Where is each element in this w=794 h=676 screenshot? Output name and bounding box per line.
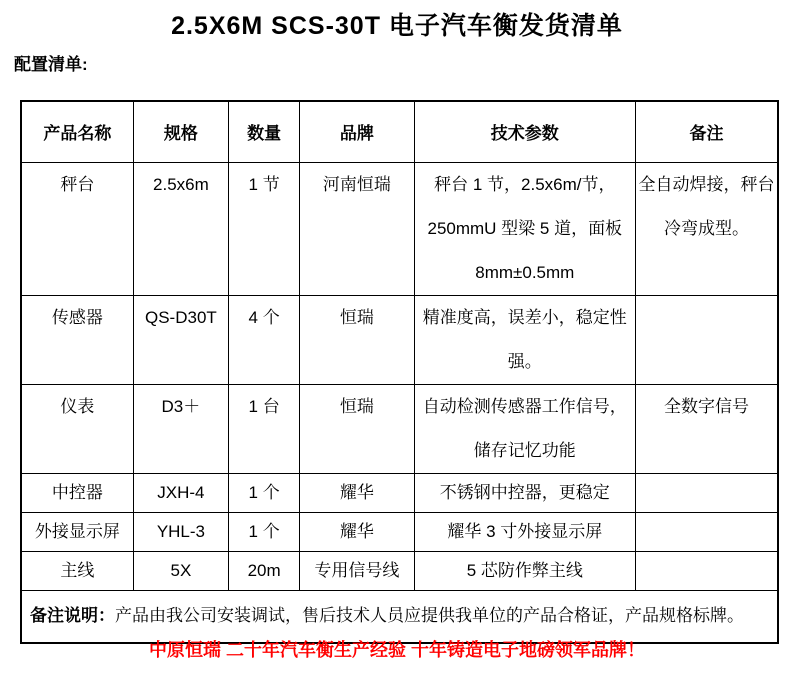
cell-remark xyxy=(636,512,778,551)
row-control-box xyxy=(21,473,778,512)
cell-params: 自动检测传感器工作信号，储存记忆功能 xyxy=(414,384,636,473)
cell-brand: 恒瑞 xyxy=(300,384,414,473)
row-external-display xyxy=(21,512,778,551)
cell-params: 精准度高，误差小，稳定性强。 xyxy=(414,295,636,384)
row-scale-platform xyxy=(21,162,778,295)
cell-name: 传感器 xyxy=(21,295,133,384)
cell-qty: 1 个 xyxy=(229,512,300,551)
cell-qty: 1 节 xyxy=(229,162,300,295)
table-header-row xyxy=(21,101,778,162)
cell-name: 仪表 xyxy=(21,384,133,473)
cell-remark: 全数字信号 xyxy=(636,384,778,473)
cell-remark: 全自动焊接，秤台冷弯成型。 xyxy=(636,162,778,295)
cell-spec: QS-D30T xyxy=(133,295,228,384)
row-indicator xyxy=(21,384,778,473)
cell-brand: 恒瑞 xyxy=(300,295,414,384)
cell-remark xyxy=(636,295,778,384)
footnote-label: 备注说明： xyxy=(30,606,115,626)
cell-params: 5 芯防作弊主线 xyxy=(414,551,636,590)
cell-qty: 20m xyxy=(229,551,300,590)
cell-brand: 耀华 xyxy=(300,473,414,512)
cell-remark xyxy=(636,551,778,590)
header-brand: 品牌 xyxy=(300,101,414,162)
row-main-cable xyxy=(21,551,778,590)
cell-brand: 专用信号线 xyxy=(300,551,414,590)
cell-name: 中控器 xyxy=(21,473,133,512)
cell-qty: 4 个 xyxy=(229,295,300,384)
cell-remark xyxy=(636,473,778,512)
cell-name: 主线 xyxy=(21,551,133,590)
header-spec: 规格 xyxy=(133,101,228,162)
cell-brand: 河南恒瑞 xyxy=(300,162,414,295)
cell-qty: 1 个 xyxy=(229,473,300,512)
cell-spec: 5X xyxy=(133,551,228,590)
footnote-text: 产品由我公司安装调试，售后技术人员应提供我单位的产品合格证，产品规格标牌。 xyxy=(115,606,744,626)
row-sensor xyxy=(21,295,778,384)
cell-params: 秤台 1 节，2.5x6m/节，250mmU 型梁 5 道，面板 8mm±0.5mm xyxy=(414,162,636,295)
cell-name: 外接显示屏 xyxy=(21,512,133,551)
cell-spec: 2.5x6m xyxy=(133,162,228,295)
document-title: 2.5X6M SCS-30T 电子汽车衡发货清单 xyxy=(171,12,623,40)
cell-spec: D3＋ xyxy=(133,384,228,473)
header-remark: 备注 xyxy=(636,101,778,162)
cell-qty: 1 台 xyxy=(229,384,300,473)
cell-name: 秤台 xyxy=(21,162,133,295)
cell-spec: JXH-4 xyxy=(133,473,228,512)
cell-spec: YHL-3 xyxy=(133,512,228,551)
config-table xyxy=(20,100,779,644)
cell-brand: 耀华 xyxy=(300,512,414,551)
brand-slogan: 中原恒瑞 二十年汽车衡生产经验 十年铸造电子地磅领军品牌！ xyxy=(149,640,645,660)
cell-params: 不锈钢中控器，更稳定 xyxy=(414,473,636,512)
cell-params: 耀华 3 寸外接显示屏 xyxy=(414,512,636,551)
config-list-label: 配置清单: xyxy=(14,55,88,74)
header-product-name: 产品名称 xyxy=(21,101,133,162)
header-params: 技术参数 xyxy=(414,101,636,162)
header-qty: 数量 xyxy=(229,101,300,162)
